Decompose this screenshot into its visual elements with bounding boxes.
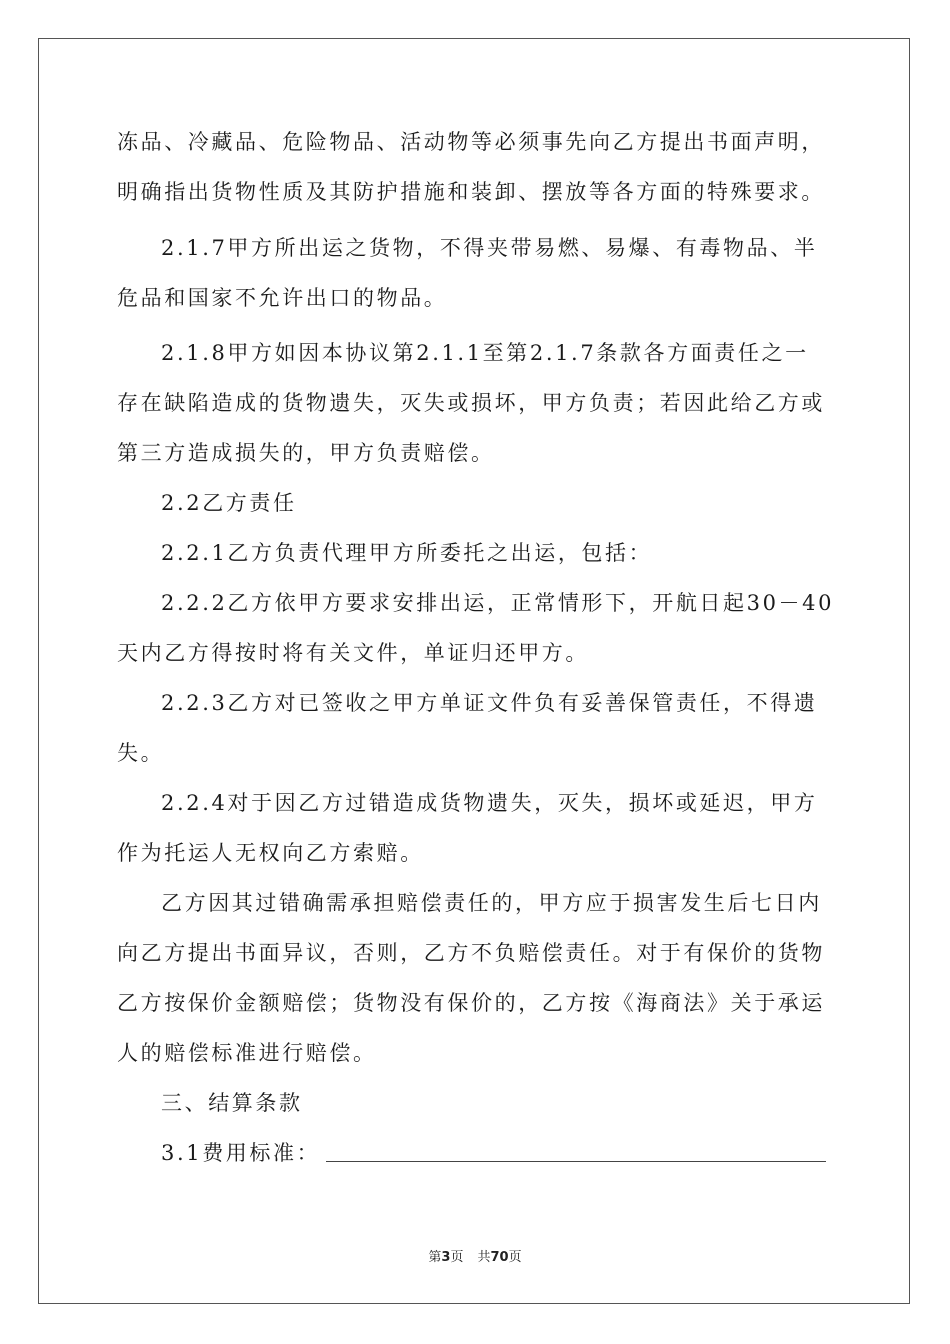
text-line: 2.1.8甲方如因本协议第2.1.1至第2.1.7条款各方面责任之一 (161, 341, 809, 365)
text-line: 乙方因其过错确需承担赔偿责任的，甲方应于损害发生后七日内 (161, 891, 822, 915)
text-line: 2.2.4对于因乙方过错造成货物遗失，灭失，损坏或延迟，甲方 (161, 791, 818, 815)
text-line: 存在缺陷造成的货物遗失，灭失或损坏，甲方负责；若因此给乙方或 (117, 391, 825, 415)
total-suffix: 页 (508, 1250, 522, 1265)
text-line: 人的赔偿标准进行赔偿。 (117, 1041, 377, 1065)
text-line: 明确指出货物性质及其防护措施和装卸、摆放等各方面的特殊要求。 (117, 180, 825, 204)
section-heading: 三、结算条款 (161, 1091, 303, 1115)
text-line: 失。 (117, 741, 165, 765)
fee-standard-label: 3.1费用标准： (161, 1141, 321, 1165)
fee-standard-line (161, 1133, 826, 1173)
page-footer (0, 1246, 950, 1265)
text-line: 2.1.7甲方所出运之货物，不得夹带易燃、易爆、有毒物品、半 (161, 236, 818, 260)
total-prefix: 共 (477, 1250, 491, 1265)
text-line: 天内乙方得按时将有关文件，单证归还甲方。 (117, 641, 589, 665)
text-line: 2.2.1乙方负责代理甲方所委托之出运，包括： (161, 541, 653, 565)
page-prefix: 第 (428, 1250, 442, 1265)
fee-standard-blank[interactable] (326, 1135, 826, 1162)
text-line: 危品和国家不允许出口的物品。 (117, 286, 448, 310)
text-line: 向乙方提出书面异议，否则，乙方不负赔偿责任。对于有保价的货物 (117, 941, 825, 965)
page-current: 3 (441, 1250, 451, 1265)
text-line: 乙方按保价金额赔偿；货物没有保价的，乙方按《海商法》关于承运 (117, 991, 825, 1015)
text-line: 作为托运人无权向乙方索赔。 (117, 841, 424, 865)
total-pages: 70 (490, 1250, 509, 1265)
text-line: 2.2.3乙方对已签收之甲方单证文件负有妥善保管责任，不得遗 (161, 691, 818, 715)
page-suffix: 页 (450, 1250, 464, 1265)
section-heading: 2.2乙方责任 (161, 491, 297, 515)
text-line: 第三方造成损失的，甲方负责赔偿。 (117, 441, 495, 465)
text-line: 2.2.2乙方依甲方要求安排出运，正常情形下，开航日起30－40 (161, 591, 835, 615)
text-line: 冻品、冷藏品、危险物品、活动物等必须事先向乙方提出书面声明， (117, 130, 825, 154)
